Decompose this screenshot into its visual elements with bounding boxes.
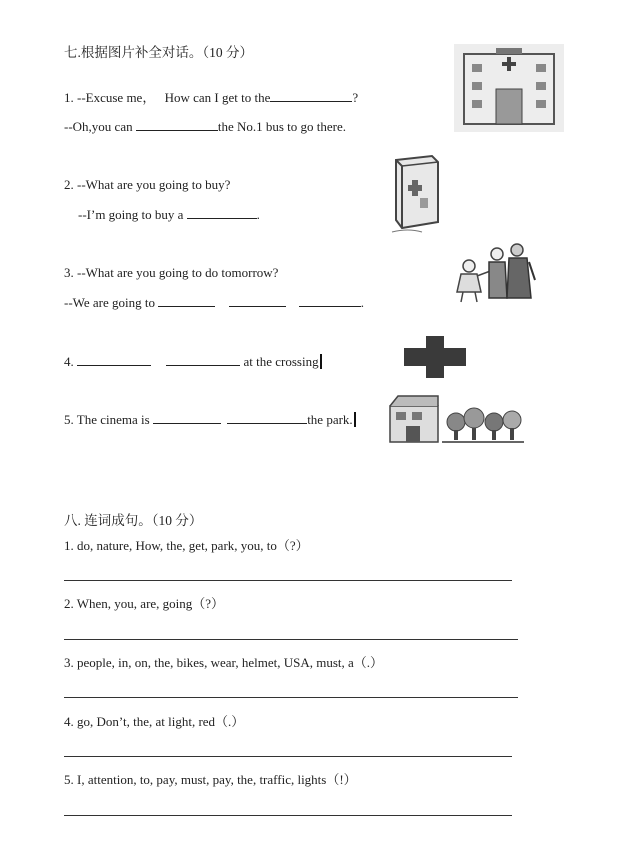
hospital-icon: [454, 44, 564, 132]
q3-line1: 3. --What are you going to do tomorrow?: [64, 265, 279, 280]
q5-text-b: the park.: [307, 412, 353, 427]
family-icon: [445, 240, 537, 304]
text-cursor: [320, 354, 322, 369]
q5-blank-2[interactable]: [227, 411, 307, 424]
s8-item-2: 2. When, you, are, going（?）: [64, 596, 225, 611]
q5-line: [64, 411, 356, 428]
text-cursor-2: [354, 412, 356, 427]
q3-blank-1[interactable]: [158, 294, 215, 307]
section8-title: 八. 连词成句。（10 分）: [64, 513, 203, 528]
s8-answer-line-3[interactable]: [64, 697, 518, 698]
q5-text-a: 5. The cinema is: [64, 412, 150, 427]
q2-line2-end: .: [256, 207, 260, 222]
q1-line1: [64, 89, 358, 106]
q1-blank-1[interactable]: [270, 89, 352, 102]
s8-answer-line-5[interactable]: [64, 815, 512, 816]
q3-blank-3[interactable]: [299, 294, 361, 307]
cinema-park-icon: [386, 392, 526, 448]
q3-line2-end: .: [360, 295, 364, 310]
q1-line1-b: How can I get to the: [164, 90, 271, 105]
s8-answer-line-4[interactable]: [64, 756, 512, 757]
q1-line1-a: 1. --Excuse me，: [64, 90, 156, 105]
q1-blank-2[interactable]: [136, 118, 218, 131]
q4-blank-2[interactable]: [166, 353, 240, 366]
book-icon: [388, 154, 444, 236]
q1-line2-a: --Oh,you can: [64, 119, 133, 134]
q2-line1: 2. --What are you going to buy?: [64, 177, 231, 192]
q4-number: 4.: [64, 354, 74, 369]
q1-line1-end: ?: [352, 90, 359, 105]
s8-item-5: 5. I, attention, to, pay, must, pay, the, traffic, lights（!）: [64, 772, 357, 787]
q2-line2-a: --I’m going to buy a: [78, 207, 184, 222]
q3-blank-2[interactable]: [229, 294, 286, 307]
q2-line2: [78, 206, 260, 223]
q4-line: [64, 353, 322, 370]
q1-line2-b: the No.1 bus to go there.: [217, 119, 347, 134]
q4-blank-1[interactable]: [77, 353, 151, 366]
s8-answer-line-2[interactable]: [64, 639, 518, 640]
q3-line2-a: --We are going to: [64, 295, 155, 310]
q3-line2: [64, 294, 364, 311]
q2-blank-1[interactable]: [187, 206, 257, 219]
section7-title: 七.根据图片补全对话。（10 分）: [64, 45, 253, 60]
s8-item-3: 3. people, in, on, the, bikes, wear, helmet, USA, must, a（.）: [64, 655, 384, 670]
q5-blank-1[interactable]: [153, 411, 221, 424]
q1-line2: [64, 118, 346, 135]
s8-item-1: 1. do, nature, How, the, get, park, you, to（?）: [64, 538, 309, 553]
s8-item-4: 4. go, Don’t, the, at light, red（.）: [64, 714, 245, 729]
cross-sign-icon: [402, 334, 468, 380]
s8-answer-line-1[interactable]: [64, 580, 512, 581]
q4-text: at the crossing: [243, 354, 319, 369]
